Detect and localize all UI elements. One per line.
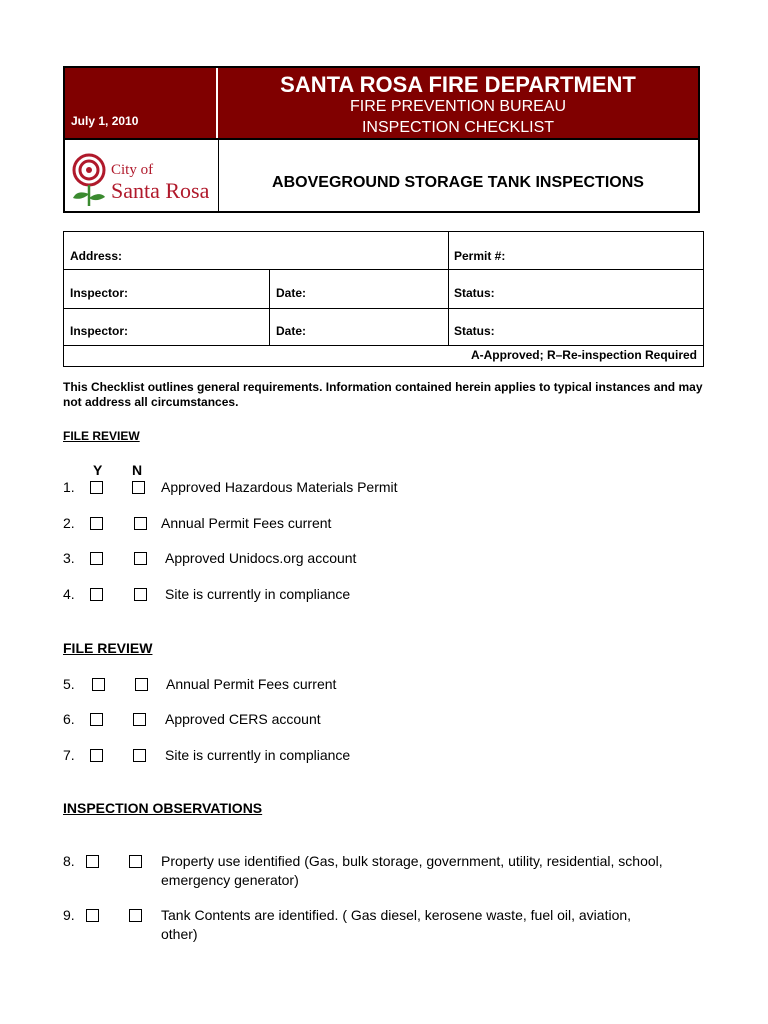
yes-checkbox[interactable] [90,713,103,726]
item-text: Site is currently in compliance [165,586,351,602]
no-checkbox[interactable] [132,481,145,494]
inspection-type-title: ABOVEGROUND STORAGE TANK INSPECTIONS [272,174,644,191]
permit-label: Permit #: [454,249,506,263]
item-number: 5. [63,676,75,692]
header-title-cell [218,68,698,138]
document-date: July 1, 2010 [71,114,139,128]
section-heading-inspection-observations: INSPECTION OBSERVATIONS [63,800,263,816]
checklist-title: INSPECTION CHECKLIST [361,119,555,136]
item-number: 9. [63,907,75,923]
yes-checkbox[interactable] [90,588,103,601]
logo-santa-rosa: Santa Rosa [111,178,209,203]
table-divider [269,269,270,345]
no-column-header: N [132,462,143,478]
yes-checkbox[interactable] [90,749,103,762]
yes-checkbox[interactable] [92,678,105,691]
item-text: Annual Permit Fees current [166,676,337,692]
item-text: Property use identified (Gas, bulk storage, government, utility, residential, school, emergency generator) [161,853,663,888]
item-number: 1. [63,479,75,495]
table-divider [64,269,703,270]
no-checkbox[interactable] [133,713,146,726]
city-of-santa-rosa-logo [69,150,209,208]
inspection-info-table [63,231,704,367]
item-text: Site is currently in compliance [165,747,351,763]
no-checkbox[interactable] [133,749,146,762]
no-checkbox[interactable] [134,517,147,530]
department-name: SANTA ROSA FIRE DEPARTMENT [280,72,636,97]
no-checkbox[interactable] [129,855,142,868]
table-divider [448,232,449,345]
item-text: Approved Unidocs.org account [165,550,357,566]
inspector-label-1: Inspector: [70,286,129,300]
rose-icon [73,155,105,206]
no-checkbox[interactable] [134,588,147,601]
table-divider [64,308,703,309]
header-date-cell [65,68,218,138]
address-label: Address: [70,249,123,263]
table-divider [64,345,703,346]
item-number: 3. [63,550,75,566]
no-checkbox[interactable] [134,552,147,565]
yes-checkbox[interactable] [86,855,99,868]
item-number: 4. [63,586,75,602]
section-heading-file-review-2: FILE REVIEW [63,640,153,656]
item-text: Tank Contents are identified. ( Gas diesel, kerosene waste, fuel oil, aviation, other) [161,907,632,942]
no-checkbox[interactable] [129,909,142,922]
item-text: Approved Hazardous Materials Permit [161,479,398,495]
item-number: 8. [63,853,75,869]
item-text: Annual Permit Fees current [161,515,332,531]
status-label-2: Status: [454,324,495,338]
logo-city-of: City of [111,162,154,178]
status-label-1: Status: [454,286,495,300]
yes-column-header: Y [93,462,103,478]
yes-checkbox[interactable] [86,909,99,922]
item-number: 2. [63,515,75,531]
no-checkbox[interactable] [135,678,148,691]
inspector-label-2: Inspector: [70,324,129,338]
yes-checkbox[interactable] [90,481,103,494]
item-number: 6. [63,711,75,727]
yes-checkbox[interactable] [90,517,103,530]
header-divider [65,138,698,140]
date-label-1: Date: [276,286,307,300]
status-legend: A-Approved; R–Re-inspection Required [470,348,697,362]
item-number: 7. [63,747,75,763]
bureau-name: FIRE PREVENTION BUREAU [349,98,567,115]
yes-checkbox[interactable] [90,552,103,565]
document-header [63,66,700,213]
item-text: Approved CERS account [165,711,321,727]
section-heading-file-review: FILE REVIEW [63,429,140,443]
intro-text: This Checklist outlines general requirements. Information contained herein applies to typical instances and may not address all circumstances. [63,380,703,409]
date-label-2: Date: [276,324,307,338]
